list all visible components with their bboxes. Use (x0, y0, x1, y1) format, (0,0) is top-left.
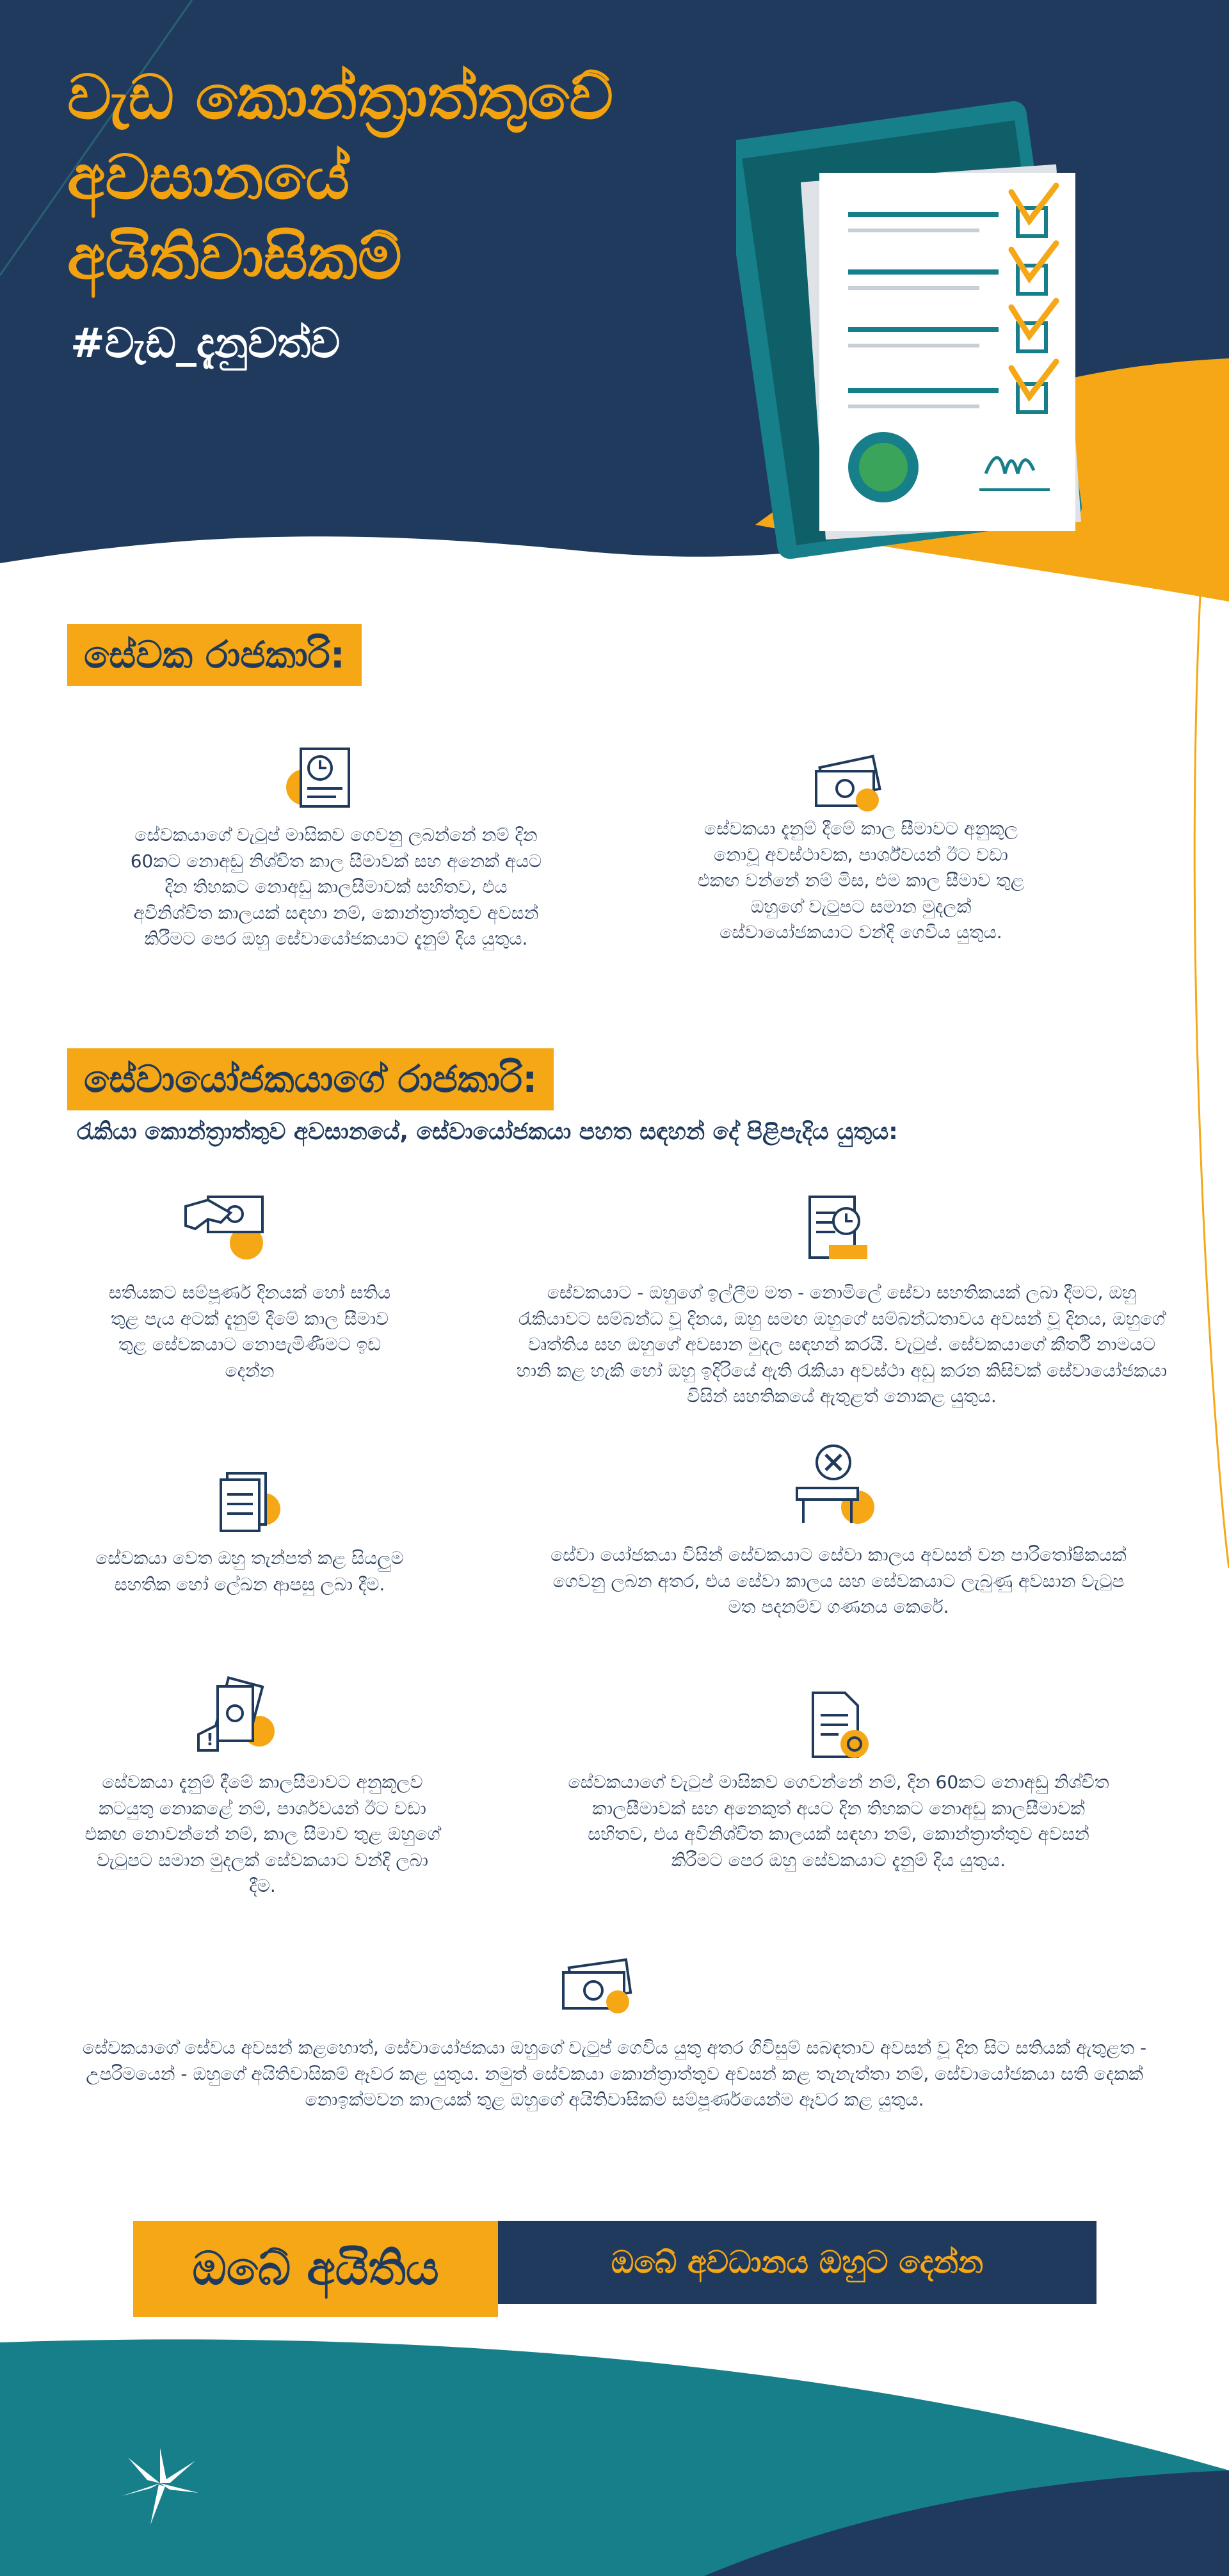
desk-cancel-icon (794, 1443, 877, 1530)
employer-duty-6-text: සේවකයාගේ වැටුප් මාසිකව ගෙවන්නේ නම්, දින 60කට නොඅඩු නිශ්චිත කාලසීමාවක් සහ අනෙකුත් අයට දින තිහකට නොඅඩු කාලසීමාවක් සහිතව, එය අවිනිශ්චිත කාලයක් සඳහා නම්, කොන්ත්‍රාත්තුව අවසන් කිරීමට පෙර ඔහු සේවකයාට දැනුම් දිය යුතුය. (568, 1772, 1109, 1871)
employer-duty-3-text: සේවකයා වෙත ඔහු තැන්පත් කළ සියලුම සහතික හෝ ලේඛන ආපසු ලබා දීම. (95, 1548, 404, 1595)
title-line-3: අයිතිවාසිකම් (67, 221, 402, 293)
employee-duty-1-text: සේවකයාගේ වැටුප් මාසිකව ගෙවනු ලබන්නේ නම් දින 60කට නොඅඩු නිශ්චිත කාල සීමාවක් සහ අනෙක් අයට දින තිහකට නොඅඩු කාලසීමාවක් සහිතව, එය අවිනිශ්චිත කාලයක් සඳහා නම්, කොන්ත්‍රාත්තුව අවසන් කිරීමට පෙර ඔහු සේවායෝජකයාට දැනුම් දිය යුතුය. (130, 824, 542, 950)
twitter-icon[interactable] (1020, 2492, 1035, 2507)
svg-text:!: ! (206, 1731, 214, 1750)
hand-money-icon (182, 1184, 272, 1261)
employer-section-heading: සේවායෝජකයාගේ රාජකාරි: (67, 1048, 554, 1110)
banknote-icon (557, 1958, 637, 2016)
employee-section-heading: සේවක රාජකාරි: (67, 624, 362, 686)
title-line-2: අවසානයේ (67, 141, 350, 213)
contract-seal-icon (803, 1686, 874, 1766)
employer-section-intro: රැකියා කොන්ත්‍රාත්තුව අවසානයේ, සේවායෝජකයා පහත සඳහන් දේ පිළිපැදිය යුතුය: (77, 1119, 898, 1145)
employer-duty-1-text: සතියකට සම්පූර්ණ දිනයක් හෝ සතිය තුළ පැය අටක් දැනුම් දීමේ කාල සීමාව තුළ සේවකයාට නොපැමිණීමට ඉඩ දෙන්න (108, 1282, 391, 1381)
page-title (67, 58, 739, 297)
title-line-1: වැඩ කොන්ත්‍රාත්තුවේ (67, 61, 614, 133)
employer-duty-2-text: සේවකයාට - ඔහුගේ ඉල්ලීම මත - නොමිලේ සේවා සහතිකයක් ලබා දීමට, ඔහු රැකියාවට සම්බන්ධ වූ දිනය, ඔහු සමඟ ඔහුගේ සම්බන්ධතාවය අවසන් වූ දිනය, ඔහුගේ වෘත්තිය සහ ඔහුගේ අවසාන මුදල සඳහන් කරයි. වැටුප්. සේවකයාගේ කීර්ති නාමයට හානි කළ හැකි හෝ ඔහු ඉදිරියේ ඇති රැකියා අවස්ථා අඩු කරන කිසිවක් සේවායෝජකයා විසින් සහතිකයේ ඇතුළත් නොකළ යුතුය. (516, 1282, 1168, 1407)
employee-duty-2-text: සේවකයා දැනුම් දීමේ කාල සීමාවට අනුකූල නොවූ අවස්ථාවක, පාර්ශ්වයන් ඊට වඩා එකඟ වන්නේ නම් මිස, එම කාල සීමාව තුළ ඔහුගේ වැටුපට සමාන මුදලක් සේවායෝජකයාට වන්දි ගෙවිය යුතුය. (697, 818, 1025, 943)
snapchat-icon[interactable] (1039, 2492, 1054, 2507)
banner-slogan: ඔබේ අවධානය ඔහුට දෙන්න (498, 2221, 1096, 2304)
employer-duty-4-text: සේවා යෝජකයා විසින් සේවකයාට සේවා කාලය අවසන් වන පාරිතෝෂිකයක් ගෙවනු ලබන අතර, එය සේවා කාලය සහ සේවකයාට ලැබුණු අවසාන වැටුප මත පදනම්ව ගණනය කෙරේ. (550, 1544, 1127, 1618)
document-clock-icon (285, 742, 362, 813)
social-handle[interactable]: hrsd_sa (1113, 2493, 1167, 2509)
hashtag: #වැඩ_දැනුවත්ව (70, 320, 341, 367)
palm-logo-icon (115, 2445, 205, 2528)
certificate-clock-icon (800, 1190, 871, 1267)
instagram-icon[interactable] (1077, 2492, 1093, 2507)
facebook-icon[interactable] (1058, 2492, 1073, 2507)
checklist-clipboard-illustration (736, 77, 1120, 582)
documents-icon (214, 1466, 285, 1536)
your-right-banner: ඔබේ අයිතිය (133, 2221, 498, 2317)
employer-duty-7-text: සේවකයාගේ සේවය අවසන් කළහොත්, සේවායෝජකයා ඔහුගේ වැටුප් ගෙවිය යුතු අතර ගිවිසුම් සබඳතාව අවසන් වූ දින සිට සතියක් ඇතුළත - උපරිමයෙන් - ඔහුගේ අයිතිවාසිකම් ඈවර කළ යුතුය. නමුත් සේවකයා කොන්ත්‍රාත්තුව අවසන් කළ තැනැත්තා නම්, සේවායෝජකයා සති දෙකක් නොඉක්මවන කාලයක් තුළ ඔහුගේ අයිතිවාසිකම් සම්පූර්ණයෙන්ම ඈවර කළ යුතුය. (82, 2037, 1147, 2111)
employer-duty-5-text: සේවකයා දැනුම් දීමේ කාලසීමාවට අනුකූලව කටයුතු නොකළේ නම්, පාර්ශවයන් ඊට වඩා එකඟ නොවන්නේ නම්, කාල සීමාව තුළ ඔහුගේ වැටුපට සමාන මුදලක් සේවකයාට වන්දි ලබා දීම. (84, 1772, 440, 1897)
alert-money-icon (192, 1674, 282, 1757)
cash-icon (810, 752, 887, 813)
